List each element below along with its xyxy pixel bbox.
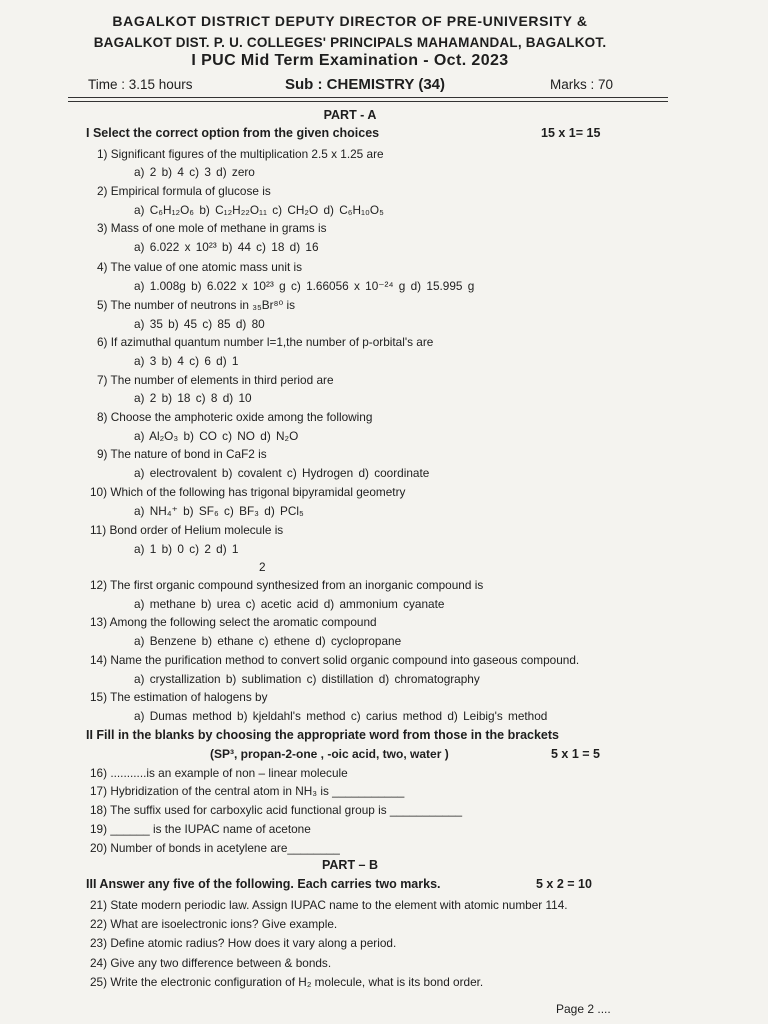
part-a-title: PART - A xyxy=(323,108,377,122)
header-line-2: BAGALKOT DIST. P. U. COLLEGES' PRINCIPALS MAHAMANDAL, BAGALKOT. xyxy=(93,35,607,50)
question-24: 24) Give any two difference between & bonds. xyxy=(90,956,332,970)
question-3: 3) Mass of one mole of methane in grams is xyxy=(97,221,327,235)
question-13-options: a) Benzene b) ethane c) ethene d) cyclopropane xyxy=(134,634,402,648)
page-indicator: Page 2 .... xyxy=(556,1002,611,1016)
exam-marks: Marks : 70 xyxy=(550,77,614,92)
part-b-title: PART – B xyxy=(321,858,379,872)
section-3-marks: 5 x 2 = 10 xyxy=(536,877,592,891)
question-7: 7) The number of elements in third period are xyxy=(97,373,334,387)
question-16: 16) ...........is an example of non – linear molecule xyxy=(90,766,348,780)
question-18: 18) The suffix used for carboxylic acid functional group is ___________ xyxy=(90,803,463,817)
question-8: 8) Choose the amphoteric oxide among the following xyxy=(97,410,373,424)
question-2: 2) Empirical formula of glucose is xyxy=(97,184,271,198)
question-8-options: a) Al₂O₃ b) CO c) NO d) N₂O xyxy=(134,429,299,443)
section-2-marks: 5 x 1 = 5 xyxy=(551,747,600,761)
question-10-options: a) NH₄⁺ b) SF₆ c) BF₃ d) PCl₅ xyxy=(134,504,304,518)
question-1: 1) Significant figures of the multiplication 2.5 x 1.25 are xyxy=(97,147,384,161)
section-3-heading: III Answer any five of the following. Each carries two marks. xyxy=(86,877,441,891)
exam-subject: Sub : CHEMISTRY (34) xyxy=(285,76,446,93)
question-4-options: a) 1.008g b) 6.022 x 10²³ g c) 1.66056 x 10⁻²⁴ g d) 15.995 g xyxy=(134,279,475,293)
question-23: 23) Define atomic radius? How does it vary along a period. xyxy=(90,936,397,950)
section-1-heading: I Select the correct option from the given choices xyxy=(86,126,380,140)
question-22: 22) What are isoelectronic ions? Give example. xyxy=(90,917,338,931)
header-divider xyxy=(68,97,668,98)
question-6-options: a) 3 b) 4 c) 6 d) 1 xyxy=(134,354,239,368)
question-6: 6) If azimuthal quantum number l=1,the number of p-orbital's are xyxy=(97,335,434,349)
question-11-fraction-denominator: 2 xyxy=(259,560,266,574)
question-25: 25) Write the electronic configuration of H₂ molecule, what is its bond order. xyxy=(90,975,484,989)
question-20: 20) Number of bonds in acetylene are________ xyxy=(90,841,340,855)
exam-time: Time : 3.15 hours xyxy=(88,77,193,92)
question-7-options: a) 2 b) 18 c) 8 d) 10 xyxy=(134,391,252,405)
question-9-options: a) electrovalent b) covalent c) Hydrogen d) coordinate xyxy=(134,466,430,480)
question-3-options: a) 6.022 x 10²³ b) 44 c) 18 d) 16 xyxy=(134,240,319,254)
question-2-options: a) C₆H₁₂O₆ b) C₁₂H₂₂O₁₁ c) CH₂O d) C₆H₁₀O₅ xyxy=(134,203,384,217)
question-9: 9) The nature of bond in CaF2 is xyxy=(97,447,267,461)
question-19: 19) ______ is the IUPAC name of acetone xyxy=(90,822,311,836)
section-1-marks: 15 x 1= 15 xyxy=(541,126,601,140)
question-11-options: a) 1 b) 0 c) 2 d) 1 xyxy=(134,542,239,556)
question-5: 5) The number of neutrons in ₃₅Br⁸⁰ is xyxy=(97,298,296,312)
section-2-heading: II Fill in the blanks by choosing the appropriate word from those in the brackets xyxy=(86,728,559,742)
question-12: 12) The first organic compound synthesized from an inorganic compound is xyxy=(90,578,484,592)
header-line-1: BAGALKOT DISTRICT DEPUTY DIRECTOR OF PRE-UNIVERSITY & xyxy=(112,13,588,29)
question-1-options: a) 2 b) 4 c) 3 d) zero xyxy=(134,165,255,179)
question-15-options: a) Dumas method b) kjeldahl's method c) carius method d) Leibig's method xyxy=(134,709,548,723)
question-4: 4) The value of one atomic mass unit is xyxy=(97,260,303,274)
question-14: 14) Name the purification method to convert solid organic compound into gaseous compound. xyxy=(90,653,580,667)
question-21: 21) State modern periodic law. Assign IUPAC name to the element with atomic number 114. xyxy=(90,898,568,912)
question-12-options: a) methane b) urea c) acetic acid d) ammonium cyanate xyxy=(134,597,445,611)
question-5-options: a) 35 b) 45 c) 85 d) 80 xyxy=(134,317,265,331)
exam-title: I PUC Mid Term Examination - Oct. 2023 xyxy=(191,52,509,69)
question-13: 13) Among the following select the aromatic compound xyxy=(90,615,377,629)
header-divider xyxy=(68,101,668,102)
question-17: 17) Hybridization of the central atom in NH₃ is ___________ xyxy=(90,784,405,798)
question-15: 15) The estimation of halogens by xyxy=(90,690,268,704)
question-14-options: a) crystallization b) sublimation c) distillation d) chromatography xyxy=(134,672,480,686)
question-10: 10) Which of the following has trigonal bipyramidal geometry xyxy=(90,485,406,499)
question-11: 11) Bond order of Helium molecule is xyxy=(90,523,284,537)
section-2-word-bank: (SP³, propan-2-one , -oic acid, two, water ) xyxy=(210,747,449,761)
